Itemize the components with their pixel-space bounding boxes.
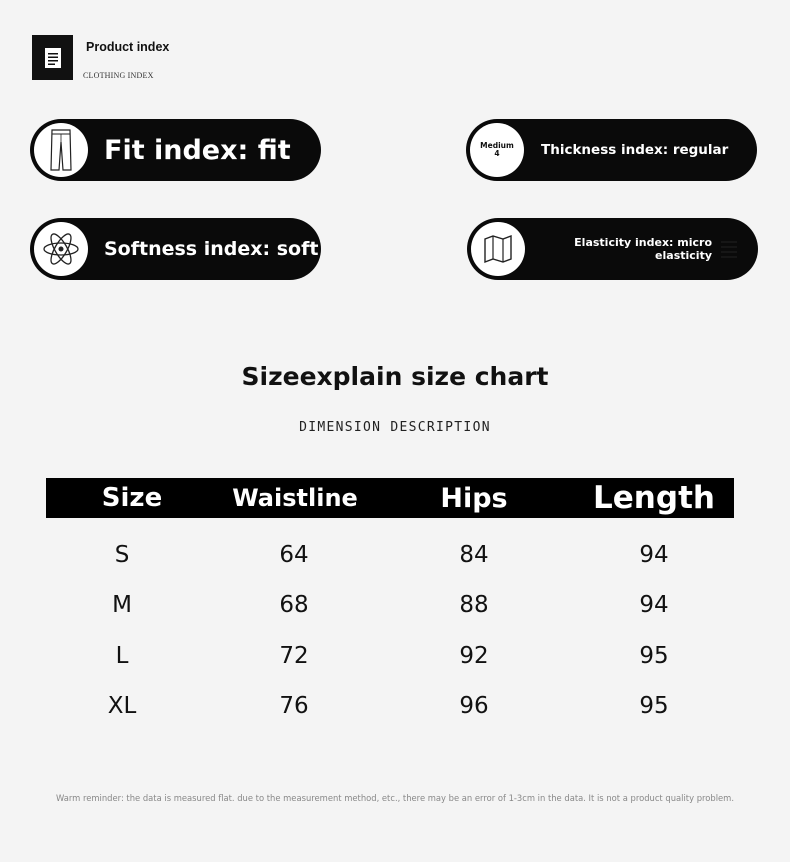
map-icon: [471, 222, 525, 276]
thickness-index-pill: [466, 119, 757, 181]
cell-size: XL: [107, 693, 137, 719]
table-row: [46, 585, 734, 625]
cell-waistline: 72: [279, 643, 309, 669]
cell-waistline: 76: [279, 693, 309, 719]
cell-hips: 88: [459, 592, 489, 618]
cell-length: 94: [639, 542, 669, 568]
elasticity-index-label: Elasticity index: micro elasticity: [574, 236, 712, 262]
table-row: [46, 535, 734, 575]
cell-size: S: [114, 542, 130, 568]
cell-hips: 92: [459, 643, 489, 669]
header-size: Size: [101, 483, 163, 513]
table-row: [46, 686, 734, 726]
cell-length: 94: [639, 592, 669, 618]
header-subtitle: CLOTHING INDEX: [83, 71, 154, 80]
cell-size: M: [112, 592, 132, 618]
medium-badge-top: Medium: [480, 141, 514, 150]
cell-waistline: 64: [279, 542, 309, 568]
softness-index-label: Softness index: soft: [104, 238, 319, 260]
lines-decoration-icon: [721, 239, 737, 263]
document-icon: [32, 35, 73, 80]
cell-length: 95: [639, 693, 669, 719]
size-table-header: [46, 478, 734, 518]
table-row: [46, 636, 734, 676]
header-hips: Hips: [440, 482, 508, 514]
header-length: Length: [593, 480, 715, 516]
size-chart-subtitle: DIMENSION DESCRIPTION: [299, 420, 491, 435]
softness-index-pill: [30, 218, 321, 280]
thickness-index-label: Thickness index: regular: [541, 142, 729, 158]
cell-size: L: [115, 643, 129, 669]
cell-waistline: 68: [279, 592, 309, 618]
cell-hips: 84: [459, 542, 489, 568]
elasticity-index-pill: [467, 218, 758, 280]
fit-index-label: Fit index: fit: [104, 134, 291, 166]
cell-length: 95: [639, 643, 669, 669]
cell-hips: 96: [459, 693, 489, 719]
medium-badge-icon: [470, 123, 524, 177]
size-chart-title: Sizeexplain size chart: [241, 362, 549, 391]
fit-index-pill: [30, 119, 321, 181]
medium-badge-bottom: 4: [494, 149, 500, 158]
warm-reminder-text: Warm reminder: the data is measured flat. due to the measurement method, etc., there may be an error of 1-3cm in the data. It is not a product quality problem.: [55, 793, 735, 803]
header-waistline: Waistline: [232, 484, 358, 512]
pants-icon: [34, 123, 88, 177]
header-title: Product index: [86, 40, 170, 54]
atom-icon: [34, 222, 88, 276]
